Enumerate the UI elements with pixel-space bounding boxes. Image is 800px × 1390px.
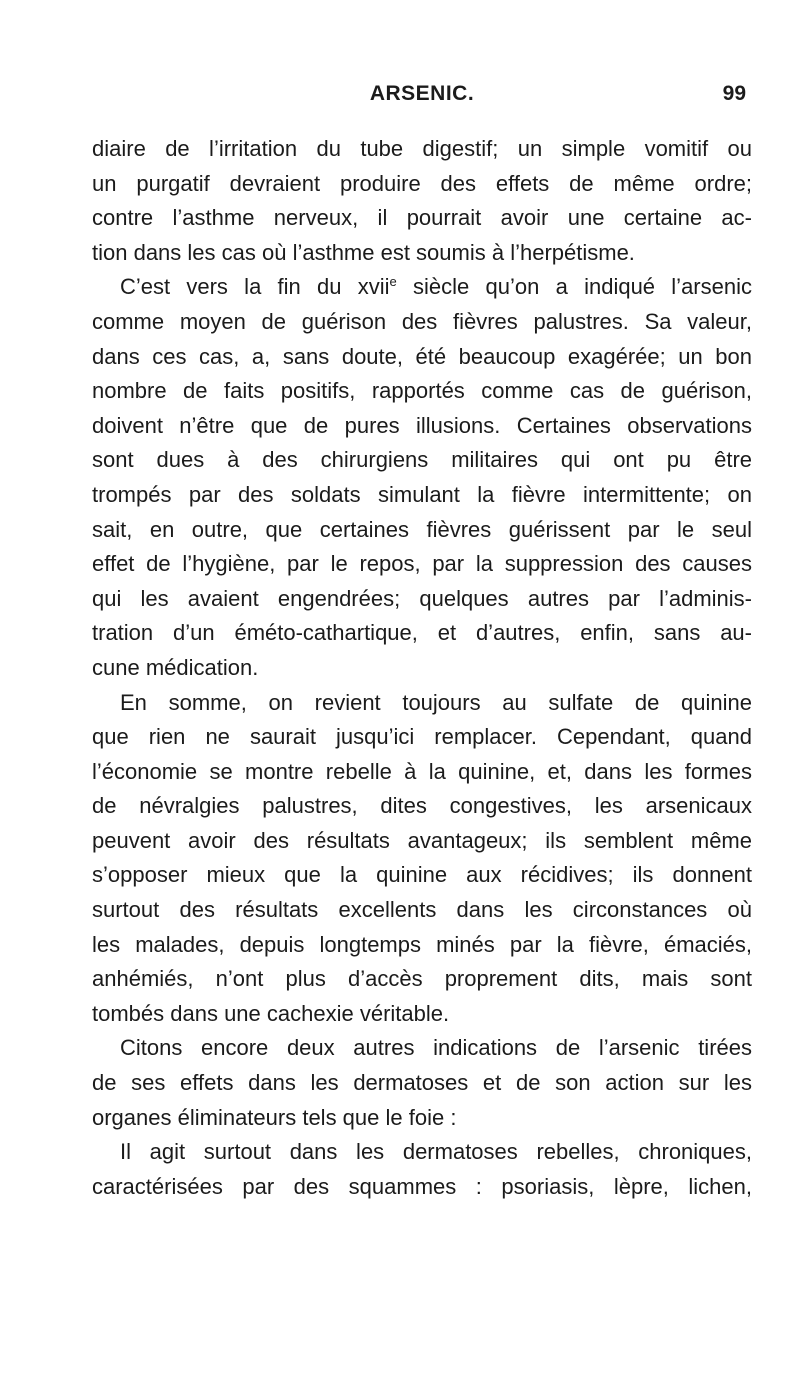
text-line: un purgatif devraient produire des effets de même ordre; [92,170,752,196]
text-line: de ses effets dans les dermatoses et de son action sur les [92,1070,752,1096]
text-line: anhémiés, n’ont plus d’accès proprement dits, mais sont [92,966,752,992]
body-text [92,132,752,1204]
superscript: e [389,274,397,290]
text-segment: C’est vers la fin du xvii [120,274,390,300]
text-line: contre l’asthme nerveux, il pourrait avoir une certaine ac- [92,205,752,231]
text-line: cune médication. [92,654,259,680]
text-line: caractérisées par des squammes : psoriasis, lèpre, lichen, [92,1173,752,1199]
text-line: Citons encore deux autres indications de l’arsenic tirées [120,1035,752,1061]
text-line: doivent n’être que de pures illusions. Certaines observations [92,412,752,438]
text-line: diaire de l’irritation du tube digestif; un simple vomitif ou [92,136,752,161]
text-line: Il agit surtout dans les dermatoses rebelles, chroniques, [120,1139,752,1165]
text-line: s’opposer mieux que la quinine aux récidives; ils donnent [92,862,752,888]
text-line: sait, en outre, que certaines fièvres guérissent par le seul [92,516,752,542]
text-line: l’économie se montre rebelle à la quinine, et, dans les formes [92,758,752,784]
text-line: tombés dans une cachexie véritable. [92,1000,450,1026]
text-segment: siècle qu’on a indiqué l’arsenic [396,274,752,300]
text-line: surtout des résultats excellents dans les circonstances où [92,897,752,923]
text-line: dans ces cas, a, sans doute, été beaucoup exagérée; un bon [92,343,752,369]
text-line: organes éliminateurs tels que le foie : [92,1104,457,1130]
text-line: En somme, on revient toujours au sulfate de quinine [120,689,752,715]
text-line: tion dans les cas où l’asthme est soumis à l’herpétisme. [92,239,635,265]
text-line [92,270,752,305]
text-line: effet de l’hygiène, par le repos, par la suppression des causes [92,551,752,577]
text-line: les malades, depuis longtemps minés par la fièvre, émaciés, [92,931,752,957]
page-number: 99 [722,82,746,105]
running-head [92,82,752,112]
text-line: qui les avaient engendrées; quelques autres par l’adminis- [92,585,752,611]
text-line: tration d’un éméto-cathartique, et d’autres, enfin, sans au- [92,620,752,646]
text-line: peuvent avoir des résultats avantageux; ils semblent même [92,827,752,853]
text-line: que rien ne saurait jusqu’ici remplacer. Cependant, quand [92,724,752,750]
text-line: sont dues à des chirurgiens militaires qui ont pu être [92,447,752,473]
text-line: de névralgies palustres, dites congestives, les arsenicaux [92,793,752,819]
running-title: ARSENIC. [369,82,475,105]
text-line: comme moyen de guérison des fièvres palustres. Sa valeur, [92,308,752,334]
text-line: trompés par des soldats simulant la fièvre intermittente; on [92,481,752,507]
text-line: nombre de faits positifs, rapportés comme cas de guérison, [92,378,752,404]
